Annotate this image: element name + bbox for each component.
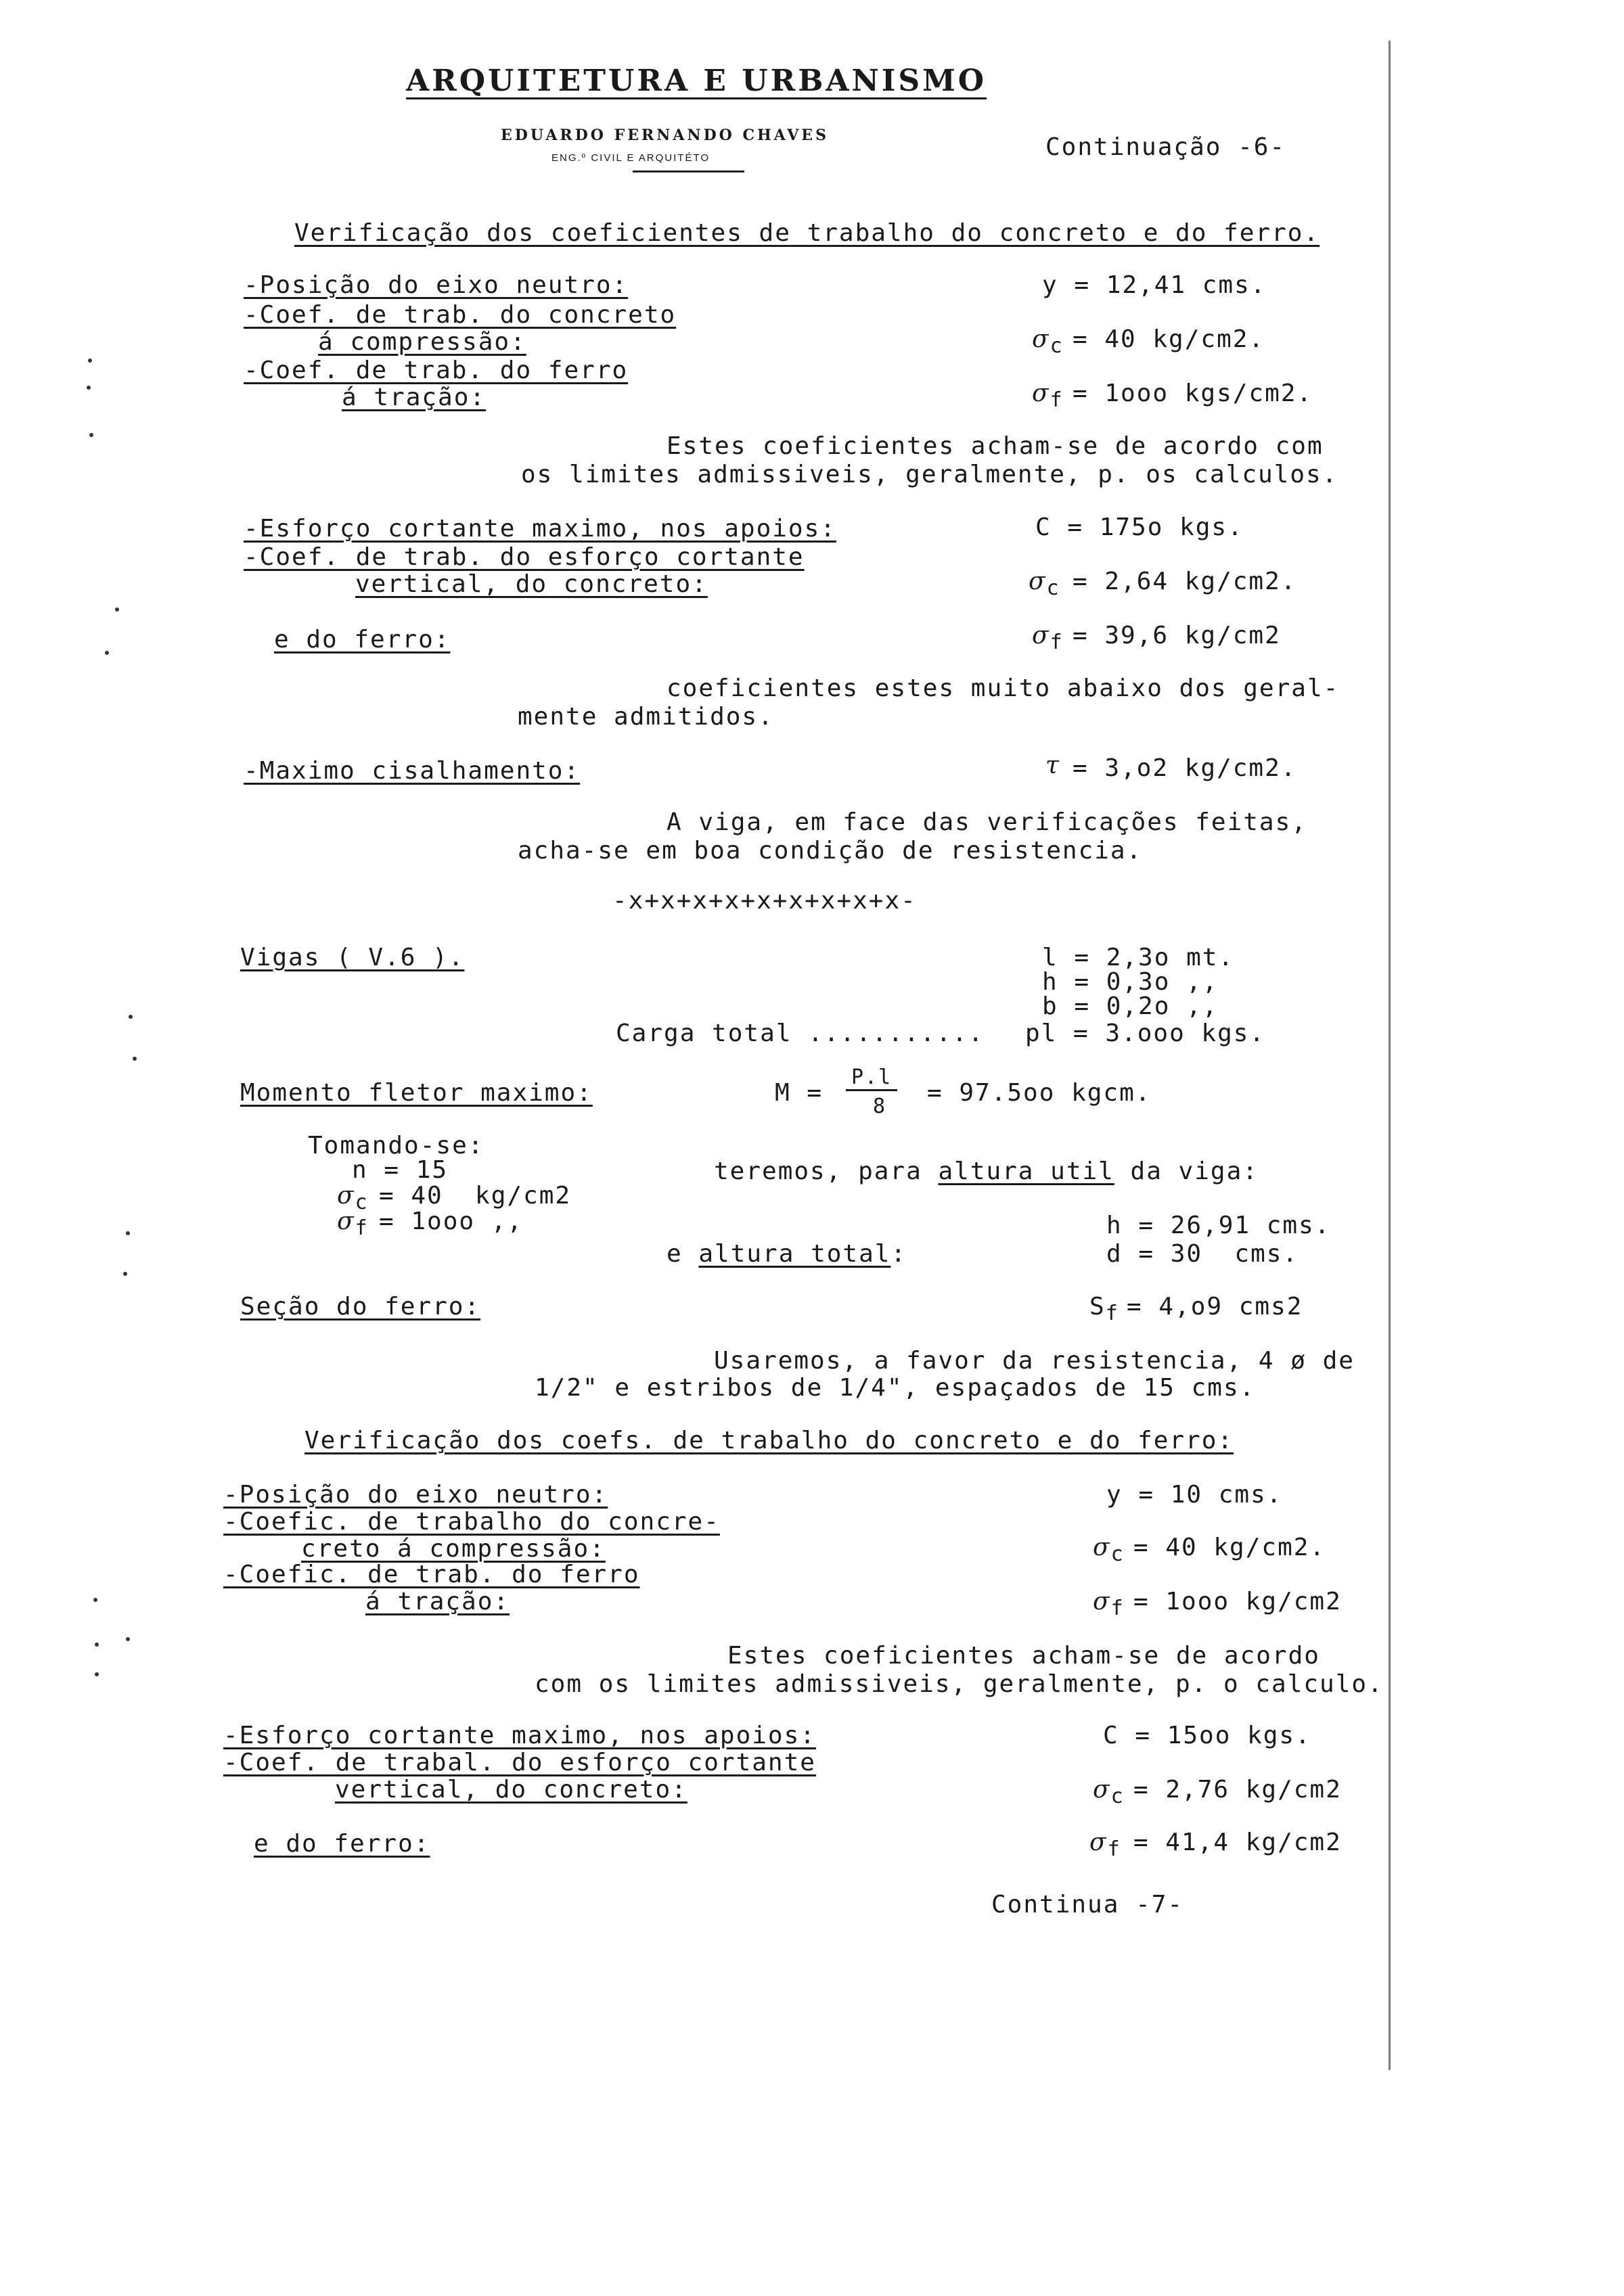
s1-conc-coef-label-2: á compressão: xyxy=(318,328,526,356)
scan-speck xyxy=(87,386,91,390)
scan-speck xyxy=(126,1637,130,1641)
header-rule xyxy=(633,170,744,173)
scan-speck xyxy=(126,1231,130,1235)
s2-shear-value: C = 15oo kgs. xyxy=(1103,1722,1311,1749)
section-separator: -x+x+x+x+x+x+x+x+x- xyxy=(612,887,917,915)
s2-shear-coef-value: = 2,76 kg/cm2 xyxy=(1133,1776,1342,1804)
s1-note-2: os limites admissiveis, geralmente, p. os calculos. xyxy=(521,461,1338,488)
s2-iron-coef-label-1: -Coefic. de trab. do ferro xyxy=(223,1561,640,1588)
usage-line-1: Usaremos, a favor da resistencia, 4 ø de xyxy=(714,1347,1355,1375)
iron-section-value: = 4,o9 cms2 xyxy=(1127,1293,1303,1321)
s1-max-shear-value: = 3,o2 kg/cm2. xyxy=(1073,754,1297,782)
s1-conc-coef-value: = 40 kg/cm2. xyxy=(1073,325,1265,353)
s1-max-shear-symbol: τ xyxy=(1045,752,1060,779)
s1-iron-shear-value: = 39,6 kg/cm2 xyxy=(1073,622,1281,649)
beam-height: h = 0,3o ,, xyxy=(1042,968,1219,996)
s1-iron-coef-symbol: $\sigma_f$ xyxy=(1032,380,1064,413)
moment-rhs: = 97.5oo kgcm. xyxy=(927,1079,1152,1107)
s2-note-2: com os limites admissiveis, geralmente, p. o calculo. xyxy=(535,1670,1384,1698)
s2-conc-coef-label-1: -Coefic. de trabalho do concre- xyxy=(223,1508,720,1536)
s2-neutral-axis-label: -Posição do eixo neutro: xyxy=(223,1481,608,1509)
header-title: ARQUITETURA E URBANISMO xyxy=(406,64,987,98)
beam-title: Vigas ( V.6 ). xyxy=(240,944,465,971)
s2-iron-shear-label: e do ferro: xyxy=(254,1830,430,1858)
s2-shear-coef-label-1: -Coef. de trabal. do esforço cortante xyxy=(223,1749,816,1776)
s1-note-3: coeficientes estes muito abaixo dos geral- xyxy=(667,674,1340,702)
s2-conc-coef-label-2: creto á compressão: xyxy=(301,1535,606,1563)
sigma-f-symbol: $\sigma_f$ xyxy=(337,1208,369,1241)
sigma-f-value: = 1ooo ,, xyxy=(379,1208,524,1235)
total-height-value: d = 30 cms. xyxy=(1106,1240,1299,1268)
s1-note-6: acha-se em boa condição de resistencia. xyxy=(518,837,1143,865)
usage-line-2: 1/2" e estribos de 1/4", espaçados de 15 cms. xyxy=(535,1374,1256,1402)
beam-load-value: pl = 3.ooo kgs. xyxy=(1025,1019,1266,1047)
scan-speck xyxy=(89,433,93,437)
useful-height-text: teremos, para altura util da viga: xyxy=(714,1157,1259,1185)
s2-conc-coef-symbol: $\sigma_c$ xyxy=(1093,1534,1125,1567)
scan-speck xyxy=(123,1272,127,1276)
s2-neutral-axis-value: y = 10 cms. xyxy=(1106,1481,1283,1509)
moment-numerator: P.l xyxy=(846,1066,897,1091)
s1-note-1: Estes coeficientes acham-se de acordo com xyxy=(667,432,1324,460)
s2-iron-shear-symbol: $\sigma_f$ xyxy=(1089,1829,1121,1862)
s2-shear-coef-label-2: vertical, do concreto: xyxy=(335,1776,687,1804)
header-author-title: ENG.º CIVIL E ARQUITÉTO xyxy=(551,152,710,164)
s1-iron-coef-label-2: á tração: xyxy=(342,384,487,411)
useful-height-value: h = 26,91 cms. xyxy=(1106,1212,1331,1239)
iron-section-label: Seção do ferro: xyxy=(240,1293,481,1321)
s1-conc-coef-label-1: -Coef. de trab. do concreto xyxy=(244,301,677,329)
s2-iron-coef-symbol: $\sigma_f$ xyxy=(1093,1588,1125,1621)
s2-iron-coef-label-2: á tração: xyxy=(365,1588,510,1615)
scan-speck xyxy=(95,1672,99,1676)
beam-width: b = 0,2o ,, xyxy=(1042,992,1219,1020)
s1-shear-coef-label-2: vertical, do concreto: xyxy=(355,570,708,598)
scan-speck xyxy=(95,1643,99,1647)
s1-note-5: A viga, em face das verificações feitas, xyxy=(667,808,1307,836)
beam-length: l = 2,3o mt. xyxy=(1042,944,1235,971)
s1-neutral-axis-label: -Posição do eixo neutro: xyxy=(244,271,629,299)
s2-shear-coef-symbol: $\sigma_c$ xyxy=(1093,1776,1125,1809)
s1-conc-coef-symbol: $\sigma_c$ xyxy=(1032,325,1064,359)
s1-iron-coef-value: = 1ooo kgs/cm2. xyxy=(1073,380,1313,407)
moment-denominator: 8 xyxy=(873,1095,887,1118)
s1-iron-shear-symbol: $\sigma_f$ xyxy=(1032,622,1064,655)
moment-label: Momento fletor maximo: xyxy=(240,1079,593,1107)
scan-speck xyxy=(93,1598,97,1602)
sigma-c-symbol: $\sigma_c$ xyxy=(337,1182,369,1215)
section2-heading: Verificação dos coefs. de trabalho do concreto e do ferro: xyxy=(304,1427,1234,1454)
scan-speck xyxy=(115,607,119,612)
taking-label: Tomando-se: xyxy=(308,1132,484,1160)
s2-iron-coef-value: = 1ooo kg/cm2 xyxy=(1133,1588,1342,1615)
s1-note-4: mente admitidos. xyxy=(518,703,774,731)
s2-note-1: Estes coeficientes acham-se de acordo xyxy=(727,1642,1320,1670)
scan-speck xyxy=(133,1057,137,1061)
s1-max-shear-label: -Maximo cisalhamento: xyxy=(244,757,581,785)
scan-speck xyxy=(88,359,92,363)
moment-lhs: M = xyxy=(775,1079,824,1107)
s2-shear-label: -Esforço cortante maximo, nos apoios: xyxy=(223,1722,816,1749)
s1-shear-coef-symbol: $\sigma_c$ xyxy=(1029,568,1060,601)
sigma-c-value: = 40 kg/cm2 xyxy=(379,1182,572,1210)
iron-section-symbol: $S_f$ xyxy=(1089,1293,1119,1326)
scan-speck xyxy=(129,1015,133,1019)
n-value: n = 15 xyxy=(352,1156,449,1184)
s1-iron-coef-label-1: -Coef. de trab. do ferro xyxy=(244,357,629,384)
section1-heading: Verificação dos coeficientes de trabalho do concreto e do ferro. xyxy=(294,219,1320,247)
s1-neutral-axis-value: y = 12,41 cms. xyxy=(1042,271,1267,299)
s2-iron-shear-value: = 41,4 kg/cm2 xyxy=(1133,1829,1342,1856)
header-author-name: EDUARDO FERNANDO CHAVES xyxy=(501,127,829,144)
s1-shear-coef-value: = 2,64 kg/cm2. xyxy=(1073,568,1297,595)
total-height-text: e altura total: xyxy=(667,1240,907,1268)
continues-label: Continua -7- xyxy=(991,1891,1184,1919)
s1-shear-label: -Esforço cortante maximo, nos apoios: xyxy=(244,515,836,543)
s1-shear-value: C = 175o kgs. xyxy=(1035,513,1244,541)
scan-speck xyxy=(105,651,109,655)
beam-load-label: Carga total ........... xyxy=(616,1019,985,1047)
s2-conc-coef-value: = 40 kg/cm2. xyxy=(1133,1534,1326,1561)
s1-shear-coef-label-1: -Coef. de trab. do esforço cortante xyxy=(244,543,805,571)
s1-iron-shear-label: e do ferro: xyxy=(274,626,451,653)
continuation-label: Continuação -6- xyxy=(1045,133,1286,161)
margin-line xyxy=(1389,41,1391,2070)
